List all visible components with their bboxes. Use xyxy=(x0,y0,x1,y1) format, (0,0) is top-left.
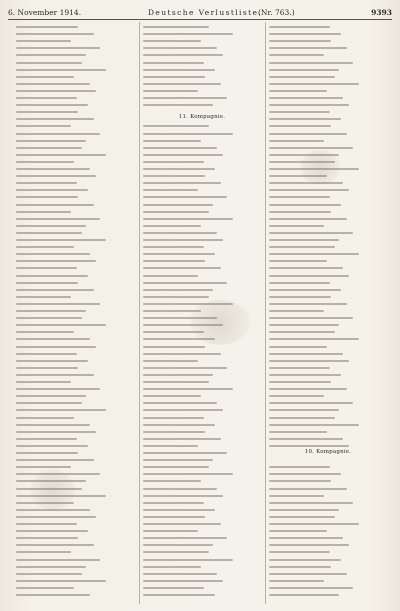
illegible-entry xyxy=(16,324,106,326)
illegible-entry xyxy=(269,346,327,348)
illegible-entry xyxy=(16,104,88,106)
illegible-entry xyxy=(143,26,209,28)
paper-stain xyxy=(300,150,340,185)
illegible-entry xyxy=(143,47,217,49)
illegible-entry xyxy=(269,367,330,369)
illegible-entry xyxy=(269,530,327,532)
illegible-entry xyxy=(269,338,359,340)
illegible-entry xyxy=(143,140,201,142)
illegible-entry xyxy=(16,551,71,553)
illegible-entry xyxy=(16,133,100,135)
illegible-entry xyxy=(269,580,324,582)
illegible-entry xyxy=(16,530,88,532)
illegible-entry xyxy=(143,488,217,490)
illegible-entry xyxy=(269,204,341,206)
illegible-entry xyxy=(143,260,205,262)
illegible-entry xyxy=(269,431,327,433)
illegible-entry xyxy=(143,76,205,78)
illegible-entry xyxy=(269,33,341,35)
illegible-entry xyxy=(269,395,324,397)
illegible-entry xyxy=(143,296,209,298)
illegible-entry xyxy=(269,54,324,56)
illegible-entry xyxy=(269,438,343,440)
issue-number: (Nr. 763.) xyxy=(258,8,295,17)
illegible-entry xyxy=(143,573,217,575)
column-divider xyxy=(139,22,140,604)
column-right xyxy=(269,24,387,602)
illegible-entry xyxy=(143,594,215,596)
illegible-entry xyxy=(16,409,106,411)
illegible-entry xyxy=(269,140,324,142)
illegible-entry xyxy=(16,360,88,362)
illegible-entry xyxy=(143,232,217,234)
illegible-entry xyxy=(143,537,227,539)
illegible-entry xyxy=(269,225,324,227)
illegible-entry xyxy=(16,267,77,269)
illegible-entry xyxy=(269,417,335,419)
illegible-entry xyxy=(269,275,349,277)
illegible-entry xyxy=(269,495,324,497)
illegible-entry xyxy=(269,133,347,135)
section-heading-11-kompagnie: 11. Kompagnie. xyxy=(178,114,226,120)
illegible-entry xyxy=(16,69,106,71)
publication-title: Deutsche Verlustliste. xyxy=(148,8,263,17)
illegible-entry xyxy=(16,161,74,163)
illegible-entry xyxy=(16,246,74,248)
illegible-entry xyxy=(143,218,233,220)
illegible-entry xyxy=(269,523,359,525)
illegible-entry xyxy=(16,47,100,49)
illegible-entry xyxy=(16,125,71,127)
illegible-entry xyxy=(143,381,209,383)
illegible-entry xyxy=(16,573,82,575)
illegible-entry xyxy=(143,544,213,546)
illegible-entry xyxy=(16,452,78,454)
illegible-entry xyxy=(143,480,201,482)
illegible-entry xyxy=(16,111,78,113)
illegible-entry xyxy=(16,54,86,56)
illegible-entry xyxy=(269,360,349,362)
illegible-entry xyxy=(16,282,78,284)
illegible-entry xyxy=(269,246,335,248)
illegible-entry xyxy=(269,282,330,284)
illegible-entry xyxy=(269,267,343,269)
illegible-entry xyxy=(143,559,233,561)
illegible-entry xyxy=(16,417,74,419)
illegible-entry xyxy=(16,395,86,397)
illegible-entry xyxy=(16,196,78,198)
illegible-entry xyxy=(269,594,339,596)
illegible-entry xyxy=(16,33,94,35)
illegible-entry xyxy=(143,438,221,440)
illegible-entry xyxy=(143,516,205,518)
illegible-entry xyxy=(16,218,100,220)
illegible-entry xyxy=(143,69,215,71)
illegible-entry xyxy=(143,424,215,426)
illegible-entry xyxy=(16,374,94,376)
illegible-entry xyxy=(143,551,209,553)
illegible-entry xyxy=(16,317,82,319)
illegible-entry xyxy=(143,161,204,163)
illegible-entry xyxy=(143,246,204,248)
illegible-entry xyxy=(143,445,198,447)
illegible-entry xyxy=(143,473,233,475)
illegible-entry xyxy=(269,62,353,64)
illegible-entry xyxy=(143,289,213,291)
illegible-entry xyxy=(269,587,353,589)
illegible-entry xyxy=(16,189,88,191)
illegible-entry xyxy=(16,90,96,92)
illegible-entry xyxy=(16,289,94,291)
illegible-entry xyxy=(269,76,335,78)
illegible-entry xyxy=(269,182,343,184)
illegible-entry xyxy=(143,267,221,269)
illegible-entry xyxy=(269,26,330,28)
illegible-entry xyxy=(269,480,331,482)
illegible-entry xyxy=(143,182,221,184)
illegible-entry xyxy=(143,211,209,213)
illegible-entry xyxy=(269,90,327,92)
illegible-entry xyxy=(143,90,198,92)
illegible-entry xyxy=(269,211,331,213)
illegible-entry xyxy=(269,374,341,376)
illegible-entry xyxy=(16,260,96,262)
illegible-entry xyxy=(269,381,331,383)
illegible-entry xyxy=(269,502,353,504)
illegible-entry xyxy=(143,275,198,277)
illegible-entry xyxy=(16,353,77,355)
section-heading-10-kompagnie: 10. Kompagnie. xyxy=(304,449,352,455)
illegible-entry xyxy=(143,204,213,206)
illegible-entry xyxy=(143,587,204,589)
illegible-entry xyxy=(16,140,86,142)
illegible-entry xyxy=(269,466,330,468)
illegible-entry xyxy=(16,310,86,312)
illegible-entry xyxy=(16,62,82,64)
paper-stain xyxy=(30,470,75,510)
illegible-entry xyxy=(143,225,201,227)
illegible-entry xyxy=(16,296,71,298)
illegible-entry xyxy=(269,424,359,426)
illegible-entry xyxy=(269,40,331,42)
illegible-entry xyxy=(16,388,100,390)
illegible-entry xyxy=(269,111,330,113)
illegible-entry xyxy=(16,182,77,184)
illegible-entry xyxy=(269,310,324,312)
illegible-entry xyxy=(269,125,331,127)
illegible-entry xyxy=(143,97,227,99)
illegible-entry xyxy=(269,402,353,404)
illegible-entry xyxy=(16,338,90,340)
illegible-entry xyxy=(16,232,82,234)
illegible-entry xyxy=(16,175,96,177)
illegible-entry xyxy=(269,232,353,234)
illegible-entry xyxy=(269,566,331,568)
illegible-entry xyxy=(16,346,96,348)
illegible-entry xyxy=(16,26,78,28)
illegible-entry xyxy=(143,459,213,461)
illegible-entry xyxy=(16,97,77,99)
illegible-entry xyxy=(143,388,233,390)
illegible-entry xyxy=(269,118,341,120)
illegible-entry xyxy=(143,402,217,404)
illegible-entry xyxy=(143,175,205,177)
illegible-entry xyxy=(269,189,349,191)
illegible-entry xyxy=(16,424,90,426)
column-divider xyxy=(265,22,266,604)
illegible-entry xyxy=(269,317,353,319)
paper-stain xyxy=(190,300,250,345)
illegible-entry xyxy=(143,54,223,56)
illegible-entry xyxy=(16,211,71,213)
illegible-entry xyxy=(143,196,227,198)
illegible-entry xyxy=(143,189,198,191)
illegible-entry xyxy=(143,367,227,369)
illegible-entry xyxy=(143,495,223,497)
illegible-entry xyxy=(143,154,223,156)
illegible-entry xyxy=(143,282,227,284)
illegible-entry xyxy=(16,239,106,241)
illegible-entry xyxy=(16,459,94,461)
illegible-entry xyxy=(143,466,209,468)
illegible-entry xyxy=(143,62,204,64)
illegible-entry xyxy=(16,147,82,149)
illegible-entry xyxy=(269,573,347,575)
illegible-entry xyxy=(16,516,96,518)
illegible-entry xyxy=(16,438,77,440)
illegible-entry xyxy=(269,324,339,326)
illegible-entry xyxy=(269,388,347,390)
illegible-entry xyxy=(16,204,94,206)
illegible-entry xyxy=(143,40,201,42)
page-header xyxy=(8,6,392,20)
page-number: 9393 xyxy=(371,8,392,17)
illegible-entry xyxy=(143,417,204,419)
illegible-entry xyxy=(143,509,215,511)
issue-date: 6. November 1914. xyxy=(8,8,82,17)
illegible-entry xyxy=(269,296,331,298)
illegible-entry xyxy=(16,580,106,582)
illegible-entry xyxy=(143,409,223,411)
illegible-entry xyxy=(269,537,343,539)
illegible-entry xyxy=(143,168,215,170)
illegible-entry xyxy=(269,445,349,447)
illegible-entry xyxy=(269,559,341,561)
illegible-entry xyxy=(16,587,74,589)
illegible-entry xyxy=(16,253,90,255)
illegible-entry xyxy=(269,303,347,305)
illegible-entry xyxy=(16,118,94,120)
illegible-entry xyxy=(143,566,201,568)
illegible-entry xyxy=(143,431,205,433)
illegible-entry xyxy=(269,544,349,546)
illegible-entry xyxy=(269,83,359,85)
illegible-entry xyxy=(269,331,335,333)
illegible-entry xyxy=(143,346,205,348)
illegible-entry xyxy=(143,33,233,35)
illegible-entry xyxy=(143,452,227,454)
illegible-entry xyxy=(16,537,78,539)
illegible-entry xyxy=(143,395,201,397)
illegible-entry xyxy=(269,47,347,49)
illegible-entry xyxy=(143,530,198,532)
illegible-entry xyxy=(269,409,339,411)
illegible-entry xyxy=(143,239,223,241)
illegible-entry xyxy=(269,551,330,553)
illegible-entry xyxy=(143,133,233,135)
illegible-entry xyxy=(269,488,347,490)
illegible-entry xyxy=(16,594,90,596)
illegible-entry xyxy=(16,83,90,85)
illegible-entry xyxy=(269,260,327,262)
illegible-entry xyxy=(16,431,96,433)
illegible-entry xyxy=(16,76,74,78)
illegible-entry xyxy=(269,473,341,475)
illegible-entry xyxy=(16,275,88,277)
illegible-entry xyxy=(269,218,347,220)
illegible-entry xyxy=(269,147,353,149)
illegible-entry xyxy=(16,168,90,170)
illegible-entry xyxy=(16,154,106,156)
illegible-entry xyxy=(143,125,209,127)
illegible-entry xyxy=(16,544,94,546)
illegible-entry xyxy=(143,360,198,362)
illegible-entry xyxy=(143,83,221,85)
illegible-entry xyxy=(16,566,86,568)
illegible-entry xyxy=(16,225,86,227)
illegible-entry xyxy=(16,523,77,525)
illegible-entry xyxy=(16,367,78,369)
illegible-entry xyxy=(269,69,339,71)
illegible-entry xyxy=(143,502,204,504)
illegible-entry xyxy=(143,523,221,525)
illegible-entry xyxy=(16,331,74,333)
illegible-entry xyxy=(16,466,71,468)
illegible-entry xyxy=(269,253,359,255)
illegible-entry xyxy=(269,97,343,99)
illegible-entry xyxy=(269,239,339,241)
illegible-entry xyxy=(16,303,100,305)
illegible-entry xyxy=(143,104,213,106)
illegible-entry xyxy=(269,196,330,198)
illegible-entry xyxy=(143,580,223,582)
header-rule xyxy=(8,19,392,20)
illegible-entry xyxy=(269,104,349,106)
illegible-entry xyxy=(269,289,341,291)
illegible-entry xyxy=(16,402,82,404)
column-left xyxy=(16,24,134,602)
illegible-entry xyxy=(269,353,343,355)
illegible-entry xyxy=(143,147,217,149)
illegible-entry xyxy=(269,516,335,518)
illegible-entry xyxy=(143,253,215,255)
illegible-entry xyxy=(16,40,71,42)
illegible-entry xyxy=(16,559,100,561)
illegible-entry xyxy=(143,353,221,355)
illegible-entry xyxy=(16,445,88,447)
illegible-entry xyxy=(269,509,339,511)
illegible-entry xyxy=(143,374,213,376)
illegible-entry xyxy=(16,381,71,383)
